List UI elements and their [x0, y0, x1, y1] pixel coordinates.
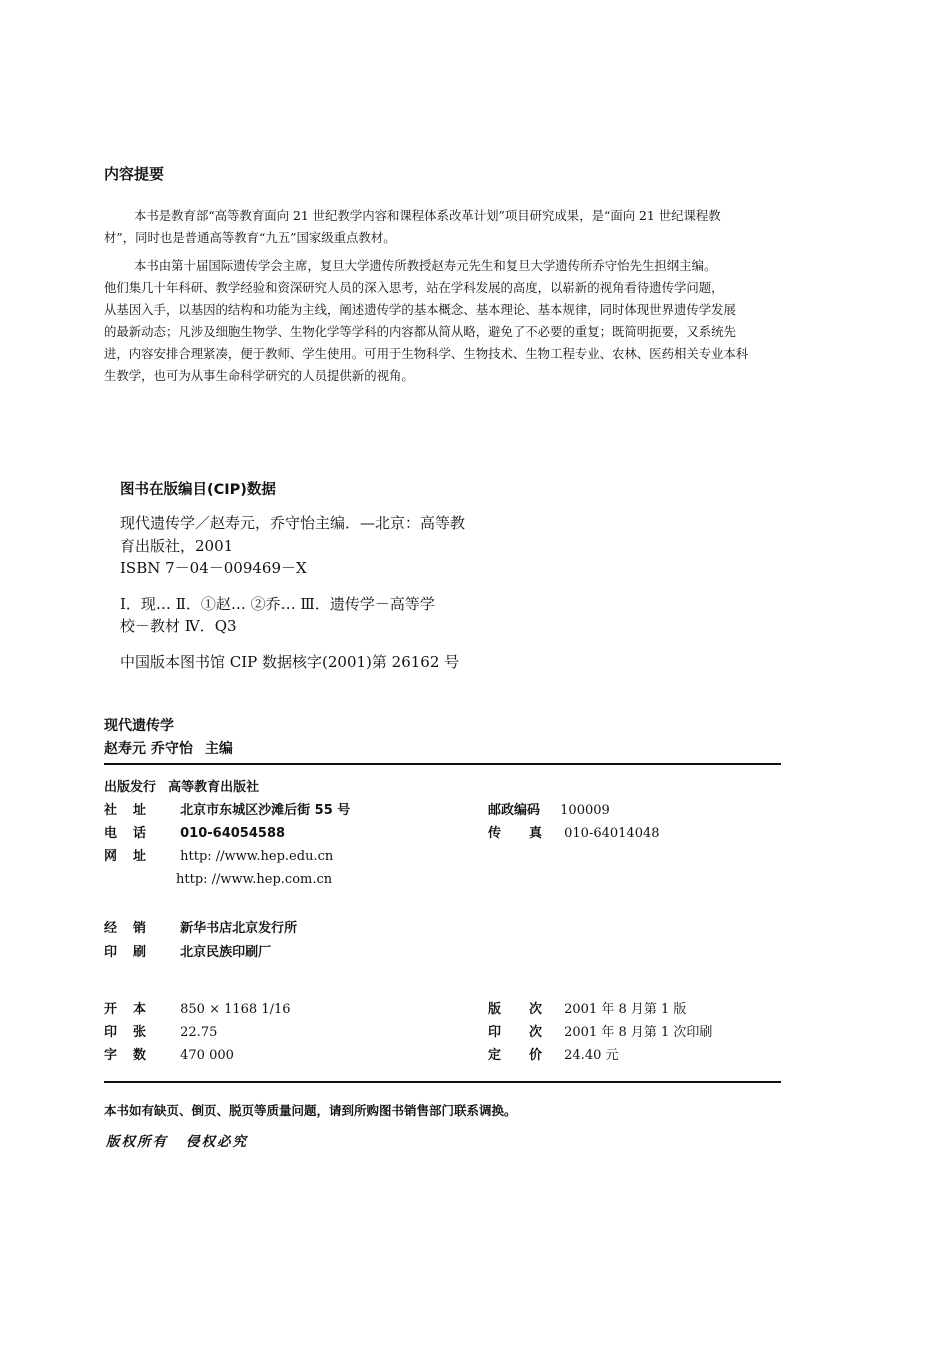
format-label: 开 本	[104, 1002, 146, 1017]
seller-value: 新华书店北京发行所	[180, 921, 298, 936]
phone-row	[104, 825, 285, 843]
address-label: 社 址	[104, 803, 146, 818]
top-rule	[104, 763, 781, 765]
sheets-row	[104, 1024, 217, 1042]
printer-value: 北京民族印刷厂	[180, 945, 272, 960]
postcode-value: 100009	[560, 803, 610, 818]
edition-label: 版 次	[488, 1002, 542, 1017]
abstract-line: 从基因入手，以基因的结构和功能为主线，阐述遗传学的基本概念、基本理论、基本规律，同时体现世界遗传学发展	[104, 302, 736, 317]
copyright-part-b: 侵权必究	[186, 1134, 248, 1150]
fax-label: 传 真	[488, 826, 542, 841]
authors-role: 主编	[204, 741, 233, 757]
phone-value: 010-64054588	[180, 826, 286, 841]
seller-label: 经 销	[104, 921, 146, 936]
words-value: 470 000	[180, 1048, 234, 1063]
abstract-line: 生教学，也可为从事生命科学研究的人员提供新的视角。	[104, 368, 414, 383]
address-value: 北京市东城区沙滩后街 55 号	[180, 803, 351, 818]
web-value-1: http: //www.hep.edu.cn	[180, 849, 334, 864]
abstract-heading: 内容提要	[104, 165, 165, 183]
words-row	[104, 1047, 234, 1065]
publisher-name: 高等教育出版社	[168, 780, 260, 795]
cip-line: ISBN 7－04－009469－X	[120, 559, 307, 577]
book-authors	[104, 738, 233, 758]
cip-line: 校－教材 Ⅳ．Q3	[120, 617, 237, 635]
printing-label: 印 次	[488, 1025, 542, 1040]
postcode-label: 邮政编码	[488, 803, 541, 818]
cip-line: 现代遗传学／赵寿元，乔守怡主编．—北京：高等教	[120, 514, 466, 532]
abstract-line: 的最新动态；凡涉及细胞生物学、生物化学等学科的内容都从简从略，避免了不必要的重复；既简明扼要，又系统先	[104, 324, 736, 339]
copyright-part-a: 版权所有	[106, 1134, 168, 1150]
postcode-row	[488, 802, 610, 820]
web-value-2: http: //www.hep.com.cn	[176, 872, 333, 887]
edition-value: 2001 年 8 月第 1 版	[564, 1002, 687, 1017]
web-row	[104, 848, 333, 866]
sheets-label: 印 张	[104, 1025, 146, 1040]
abstract-line: 本书由第十届国际遗传学会主席，复旦大学遗传所教授赵寿元先生和复旦大学遗传所乔守怡先生担纲主编。	[134, 258, 717, 273]
printer-row	[104, 944, 271, 962]
abstract-line: 材”，同时也是普通高等教育“九五”国家级重点教材。	[104, 230, 396, 245]
seller-row	[104, 920, 297, 938]
publisher-label: 出版发行	[104, 780, 157, 795]
phone-label: 电 话	[104, 826, 146, 841]
format-value: 850 × 1168 1/16	[180, 1002, 291, 1017]
book-title: 现代遗传学	[104, 718, 174, 734]
publisher-row	[104, 779, 259, 797]
bottom-rule	[104, 1081, 781, 1083]
price-row	[488, 1047, 619, 1065]
fax-value: 010-64014048	[564, 826, 660, 841]
printing-value: 2001 年 8 月第 1 次印刷	[564, 1025, 713, 1040]
quality-notice: 本书如有缺页、倒页、脱页等质量问题，请到所购图书销售部门联系调换。	[104, 1103, 517, 1118]
sheets-value: 22.75	[180, 1025, 218, 1040]
abstract-line: 他们集几十年科研、教学经验和资深研究人员的深入思考，站在学科发展的高度，以崭新的视角看待遗传学问题，	[104, 280, 724, 295]
price-label: 定 价	[488, 1048, 542, 1063]
cip-heading: 图书在版编目(CIP)数据	[120, 482, 276, 498]
fax-row	[488, 825, 660, 843]
printing-row	[488, 1024, 712, 1042]
copyright-notice	[106, 1130, 248, 1150]
printer-label: 印 刷	[104, 945, 146, 960]
cip-line: 中国版本图书馆 CIP 数据核字(2001)第 26162 号	[120, 653, 460, 671]
price-value: 24.40 元	[564, 1048, 619, 1063]
authors-names: 赵寿元 乔守怡	[104, 741, 193, 757]
words-label: 字 数	[104, 1048, 146, 1063]
web-label: 网 址	[104, 849, 146, 864]
address-row	[104, 802, 350, 820]
cip-line: Ⅰ．现… Ⅱ．①赵… ②乔… Ⅲ．遗传学－高等学	[120, 595, 435, 613]
abstract-line: 进，内容安排合理紧凑，便于教师、学生使用。可用于生物科学、生物技术、生物工程专业、农林、医药相关专业本科	[104, 346, 749, 361]
cip-line: 育出版社，2001	[120, 537, 234, 555]
abstract-line: 本书是教育部“高等教育面向 21 世纪教学内容和课程体系改革计划”项目研究成果，是“面向 21 世纪课程教	[134, 208, 721, 223]
format-row	[104, 1001, 291, 1019]
edition-row	[488, 1001, 686, 1019]
